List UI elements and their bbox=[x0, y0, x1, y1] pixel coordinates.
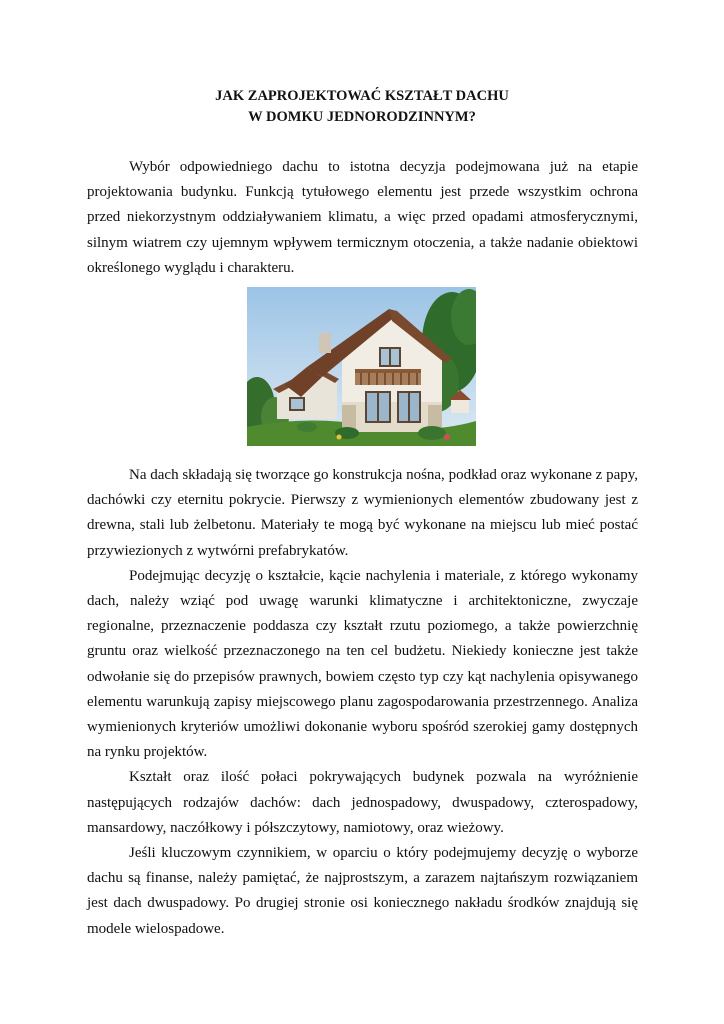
paragraph-2: Na dach składają się tworzące go konstrukcja nośna, podkład oraz wykonane z papy, dachówki czy eternitu pokrycie. Pierwszy z wymienionych elementów zbudowany jest z drewna, stali lub żelbetonu. Materiały te mogą być wykonane na miejscu lub mieć postać przywiezionych z wytwórni prefabrykatów. bbox=[87, 467, 638, 559]
house-illustration bbox=[247, 287, 476, 446]
paragraph-4: Kształt oraz ilość połaci pokrywających budynek pozwala na wyróżnienie następujących rodzajów dachów: dach jednospadowy, dwuspadowy, czterospadowy, mansardowy, naczółkowy i półszczytowy, namiotowy, oraz wieżowy. bbox=[87, 769, 638, 836]
upper-window bbox=[379, 347, 401, 367]
main-section bbox=[87, 463, 638, 942]
title-line-1: JAK ZAPROJEKTOWAĆ KSZTAŁT DACHU bbox=[215, 88, 509, 104]
paragraph-1: Wybór odpowiedniego dachu to istotna decyzja podejmowana już na etapie projektowania budynku. Funkcją tytułowego elementu jest przede wszystkim ochrona przed niekorzystnym oddziaływaniem klimatu, a więc przed opadami atmosferycznymi, silnym wiatrem czy ujemnym wpływem termicznym otoczenia, a także nadanie obiektowi określonego wyglądu i charakteru. bbox=[87, 159, 638, 276]
chimney bbox=[319, 333, 331, 353]
balcony bbox=[355, 369, 421, 385]
title-line-2: W DOMKU JEDNORODZINNYM? bbox=[248, 109, 476, 125]
house-photo bbox=[247, 287, 476, 446]
paragraph-3: Podejmując decyzję o kształcie, kącie nachylenia i materiale, z którego wykonamy dach, należy wziąć pod uwagę warunki klimatyczne i architektoniczne, zwyczaje regionalne, przeznaczenie poddasza czy kształt rzutu poziomego, a także powierzchnię gruntu oraz wielkość przeznaczonego na ten cel budżetu. Niekiedy konieczne jest także odwołanie się do przepisów prawnych, bowiem często typ czy kąt nachylenia opisywanego elementu warunkują zapisy miejscowego planu zagospodarowania przestrzennego. Analiza wymienionych kryteriów umożliwi dokonanie wyboru spośród szerokiej gamy dostępnych na rynku projektów. bbox=[87, 567, 638, 761]
paragraph-5: Jeśli kluczowym czynnikiem, w oparciu o który podejmujemy decyzję o wyborze dachu są finanse, należy pamiętać, że najprostszym, a zarazem najtańszym rozwiązaniem jest dach dwuspadowy. Po drugiej stronie osi koniecznego nakładu środków znajdują się modele wielospadowe. bbox=[87, 845, 638, 937]
document-title bbox=[0, 86, 724, 128]
intro-section bbox=[87, 155, 638, 281]
